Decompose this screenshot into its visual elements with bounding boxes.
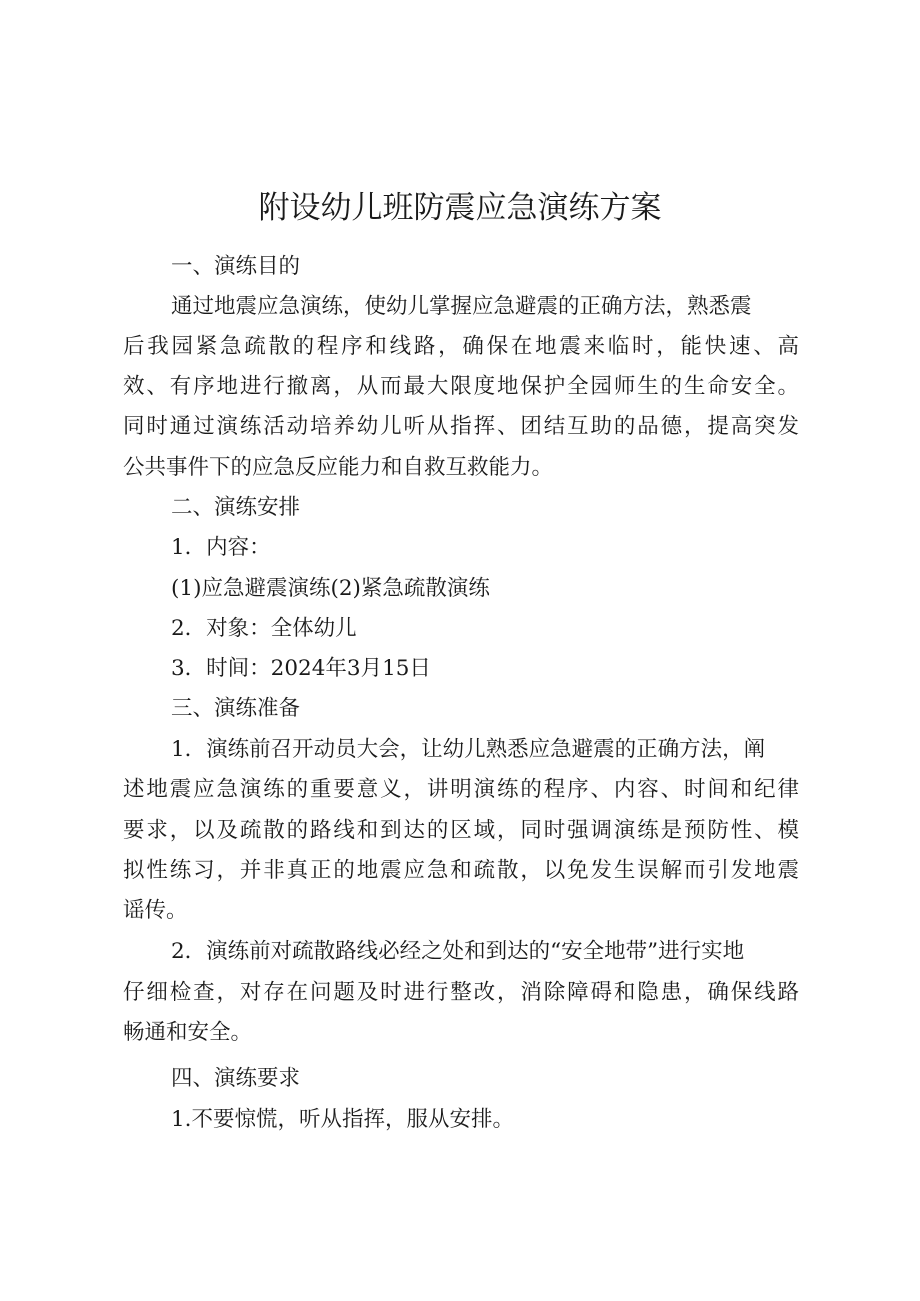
paragraph-line: 1．演练前召开动员大会，让幼儿熟悉应急避震的正确方法，阐 [171, 737, 766, 762]
paragraph-line: 拟性练习，并非真正的地震应急和疏散，以免发生误解而引发地震 [123, 858, 799, 883]
list-item: 1.不要惊慌，听从指挥，服从安排。 [171, 1107, 515, 1132]
list-item: 1．内容： [171, 535, 271, 560]
paragraph-line: 效、有序地进行撤离，从而最大限度地保护全园师生的生命安全。 [123, 374, 799, 399]
paragraph-line: 仔细检查，对存在问题及时进行整改，消除障碍和隐患，确保线路 [123, 980, 799, 1005]
paragraph-line: 通过地震应急演练，使幼儿掌握应急避震的正确方法，熟悉震 [171, 294, 752, 319]
section-heading-purpose: 一、演练目的 [171, 254, 301, 279]
paragraph-line: 述地震应急演练的重要意义，讲明演练的程序、内容、时间和纪律 [123, 777, 799, 802]
list-item: 2．对象：全体幼儿 [171, 616, 357, 641]
paragraph-line: 后我园紧急疏散的程序和线路，确保在地震来临时，能快速、高 [123, 334, 799, 359]
list-item: 3．时间：2024年3月15日 [171, 656, 431, 681]
section-heading-arrangement: 二、演练安排 [171, 495, 301, 520]
section-heading-preparation: 三、演练准备 [171, 696, 301, 721]
paragraph-line: 同时通过演练活动培养幼儿听从指挥、团结互助的品德，提高突发 [123, 414, 799, 439]
paragraph-line: 谣传。 [123, 898, 188, 923]
document-title: 附设幼儿班防震应急演练方案 [258, 190, 662, 226]
paragraph-line: 公共事件下的应急反应能力和自救互救能力。 [123, 455, 554, 480]
paragraph-line: 要求，以及疏散的路线和到达的区域，同时强调演练是预防性、模 [123, 818, 799, 843]
section-heading-requirements: 四、演练要求 [171, 1066, 301, 1091]
paragraph-line: 2．演练前对疏散路线必经之处和到达的“安全地带”进行实地 [171, 939, 745, 964]
paragraph-line: 畅通和安全。 [123, 1020, 253, 1045]
list-item: (1)应急避震演练(2)紧急疏散演练 [171, 576, 490, 601]
